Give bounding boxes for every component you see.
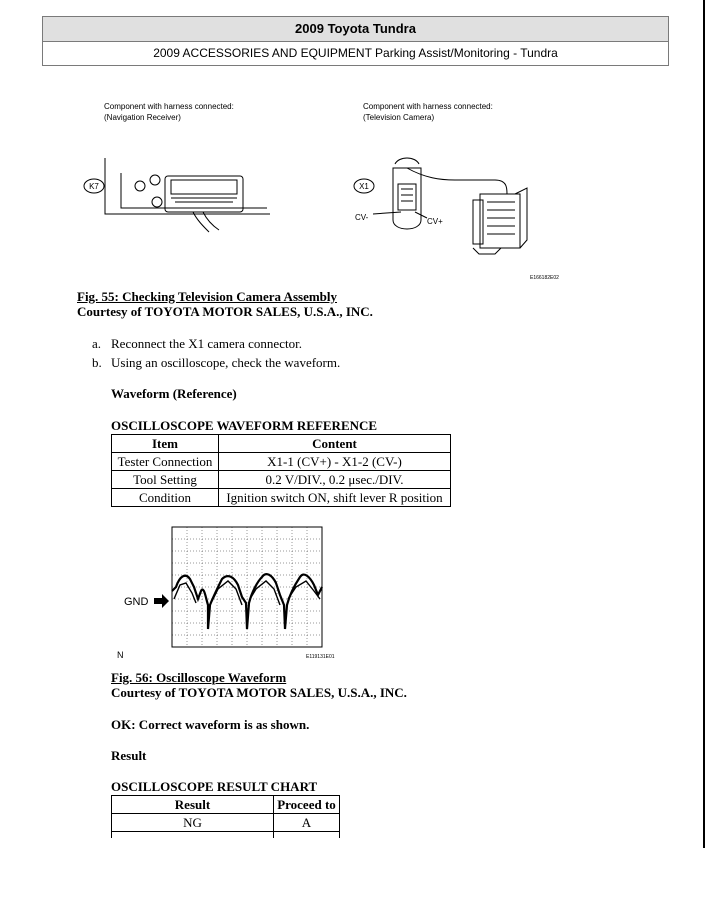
x1-connector-housing <box>393 168 421 229</box>
result-heading: Result <box>111 748 147 763</box>
result-table <box>111 795 340 838</box>
receiver-body-edge <box>105 158 270 214</box>
x1-connector-face <box>398 184 416 210</box>
k7-connector-label: K7 <box>89 182 99 191</box>
gnd-arrow-icon <box>154 594 169 608</box>
waveform-heading: Waveform (Reference) <box>111 386 237 401</box>
table-header-result: Result <box>112 796 274 814</box>
ref-table-title: OSCILLOSCOPE WAVEFORM REFERENCE <box>111 418 378 433</box>
table-header-item: Item <box>112 435 219 453</box>
table-cell: Ignition switch ON, shift lever R position <box>219 489 451 507</box>
fig56-courtesy: Courtesy of TOYOTA MOTOR SALES, U.S.A., INC. <box>111 685 407 700</box>
cv-minus-label: CV- <box>355 213 369 222</box>
table-cell: X1-1 (CV+) - X1-2 (CV-) <box>219 453 451 471</box>
table-header-proceed: Proceed to <box>274 796 340 814</box>
table-cell: Condition <box>112 489 219 507</box>
receiver-screw-2 <box>150 175 160 185</box>
fig56-code: E119131E01 <box>306 654 335 660</box>
table-cell: NG <box>112 814 274 832</box>
table-row <box>112 453 451 471</box>
table-row <box>112 814 340 832</box>
document-title: 2009 Toyota Tundra <box>43 17 668 42</box>
cv-plus-label: CV+ <box>427 217 443 226</box>
table-cell <box>112 832 274 839</box>
result-table-title: OSCILLOSCOPE RESULT CHART <box>111 779 318 794</box>
step-a: a. Reconnect the X1 camera connector. <box>92 336 302 351</box>
x1-connector-label: X1 <box>359 182 369 191</box>
table-cell: Tool Setting <box>112 471 219 489</box>
document-header <box>42 16 669 66</box>
ok-text: OK: Correct waveform is as shown. <box>111 717 310 732</box>
document-subtitle: 2009 ACCESSORIES AND EQUIPMENT Parking Assist/Monitoring - Tundra <box>153 46 558 60</box>
fig55-title: Fig. 55: Checking Television Camera Assembly <box>77 289 338 304</box>
fig56-title: Fig. 56: Oscilloscope Waveform <box>111 670 287 685</box>
receiver-screw-1 <box>135 181 145 191</box>
page-edge-line <box>703 0 705 848</box>
fig55-right-caption: Component with harness connected: (Television Camera) <box>363 102 493 122</box>
table-cell: Tester Connection <box>112 453 219 471</box>
table-header-row <box>112 435 451 453</box>
table-row <box>112 471 451 489</box>
table-row <box>112 489 451 507</box>
table-header-content: Content <box>219 435 451 453</box>
gnd-label: GND <box>124 596 149 608</box>
k7-harness <box>193 212 219 232</box>
step-b: b. Using an oscilloscope, check the waveform. <box>92 355 341 370</box>
table-cell <box>274 832 340 839</box>
table-header-row <box>112 796 340 814</box>
fig56-oscilloscope <box>110 525 350 665</box>
fig55-left-caption: Component with harness connected: (Navigation Receiver) <box>104 102 234 122</box>
fig55-illustration <box>75 128 575 288</box>
k7-connector-face <box>171 180 237 194</box>
fig55-code: E166182E02 <box>530 275 559 281</box>
receiver-screw-3 <box>152 197 162 207</box>
table-cell: 0.2 V/DIV., 0.2 μsec./DIV. <box>219 471 451 489</box>
camera-cable <box>407 168 507 194</box>
fig56-n-label: N <box>117 650 124 660</box>
fig55-courtesy: Courtesy of TOYOTA MOTOR SALES, U.S.A., INC. <box>77 304 373 319</box>
ref-table <box>111 434 451 507</box>
table-row <box>112 832 340 839</box>
table-cell: A <box>274 814 340 832</box>
waveform-trace <box>172 574 322 629</box>
